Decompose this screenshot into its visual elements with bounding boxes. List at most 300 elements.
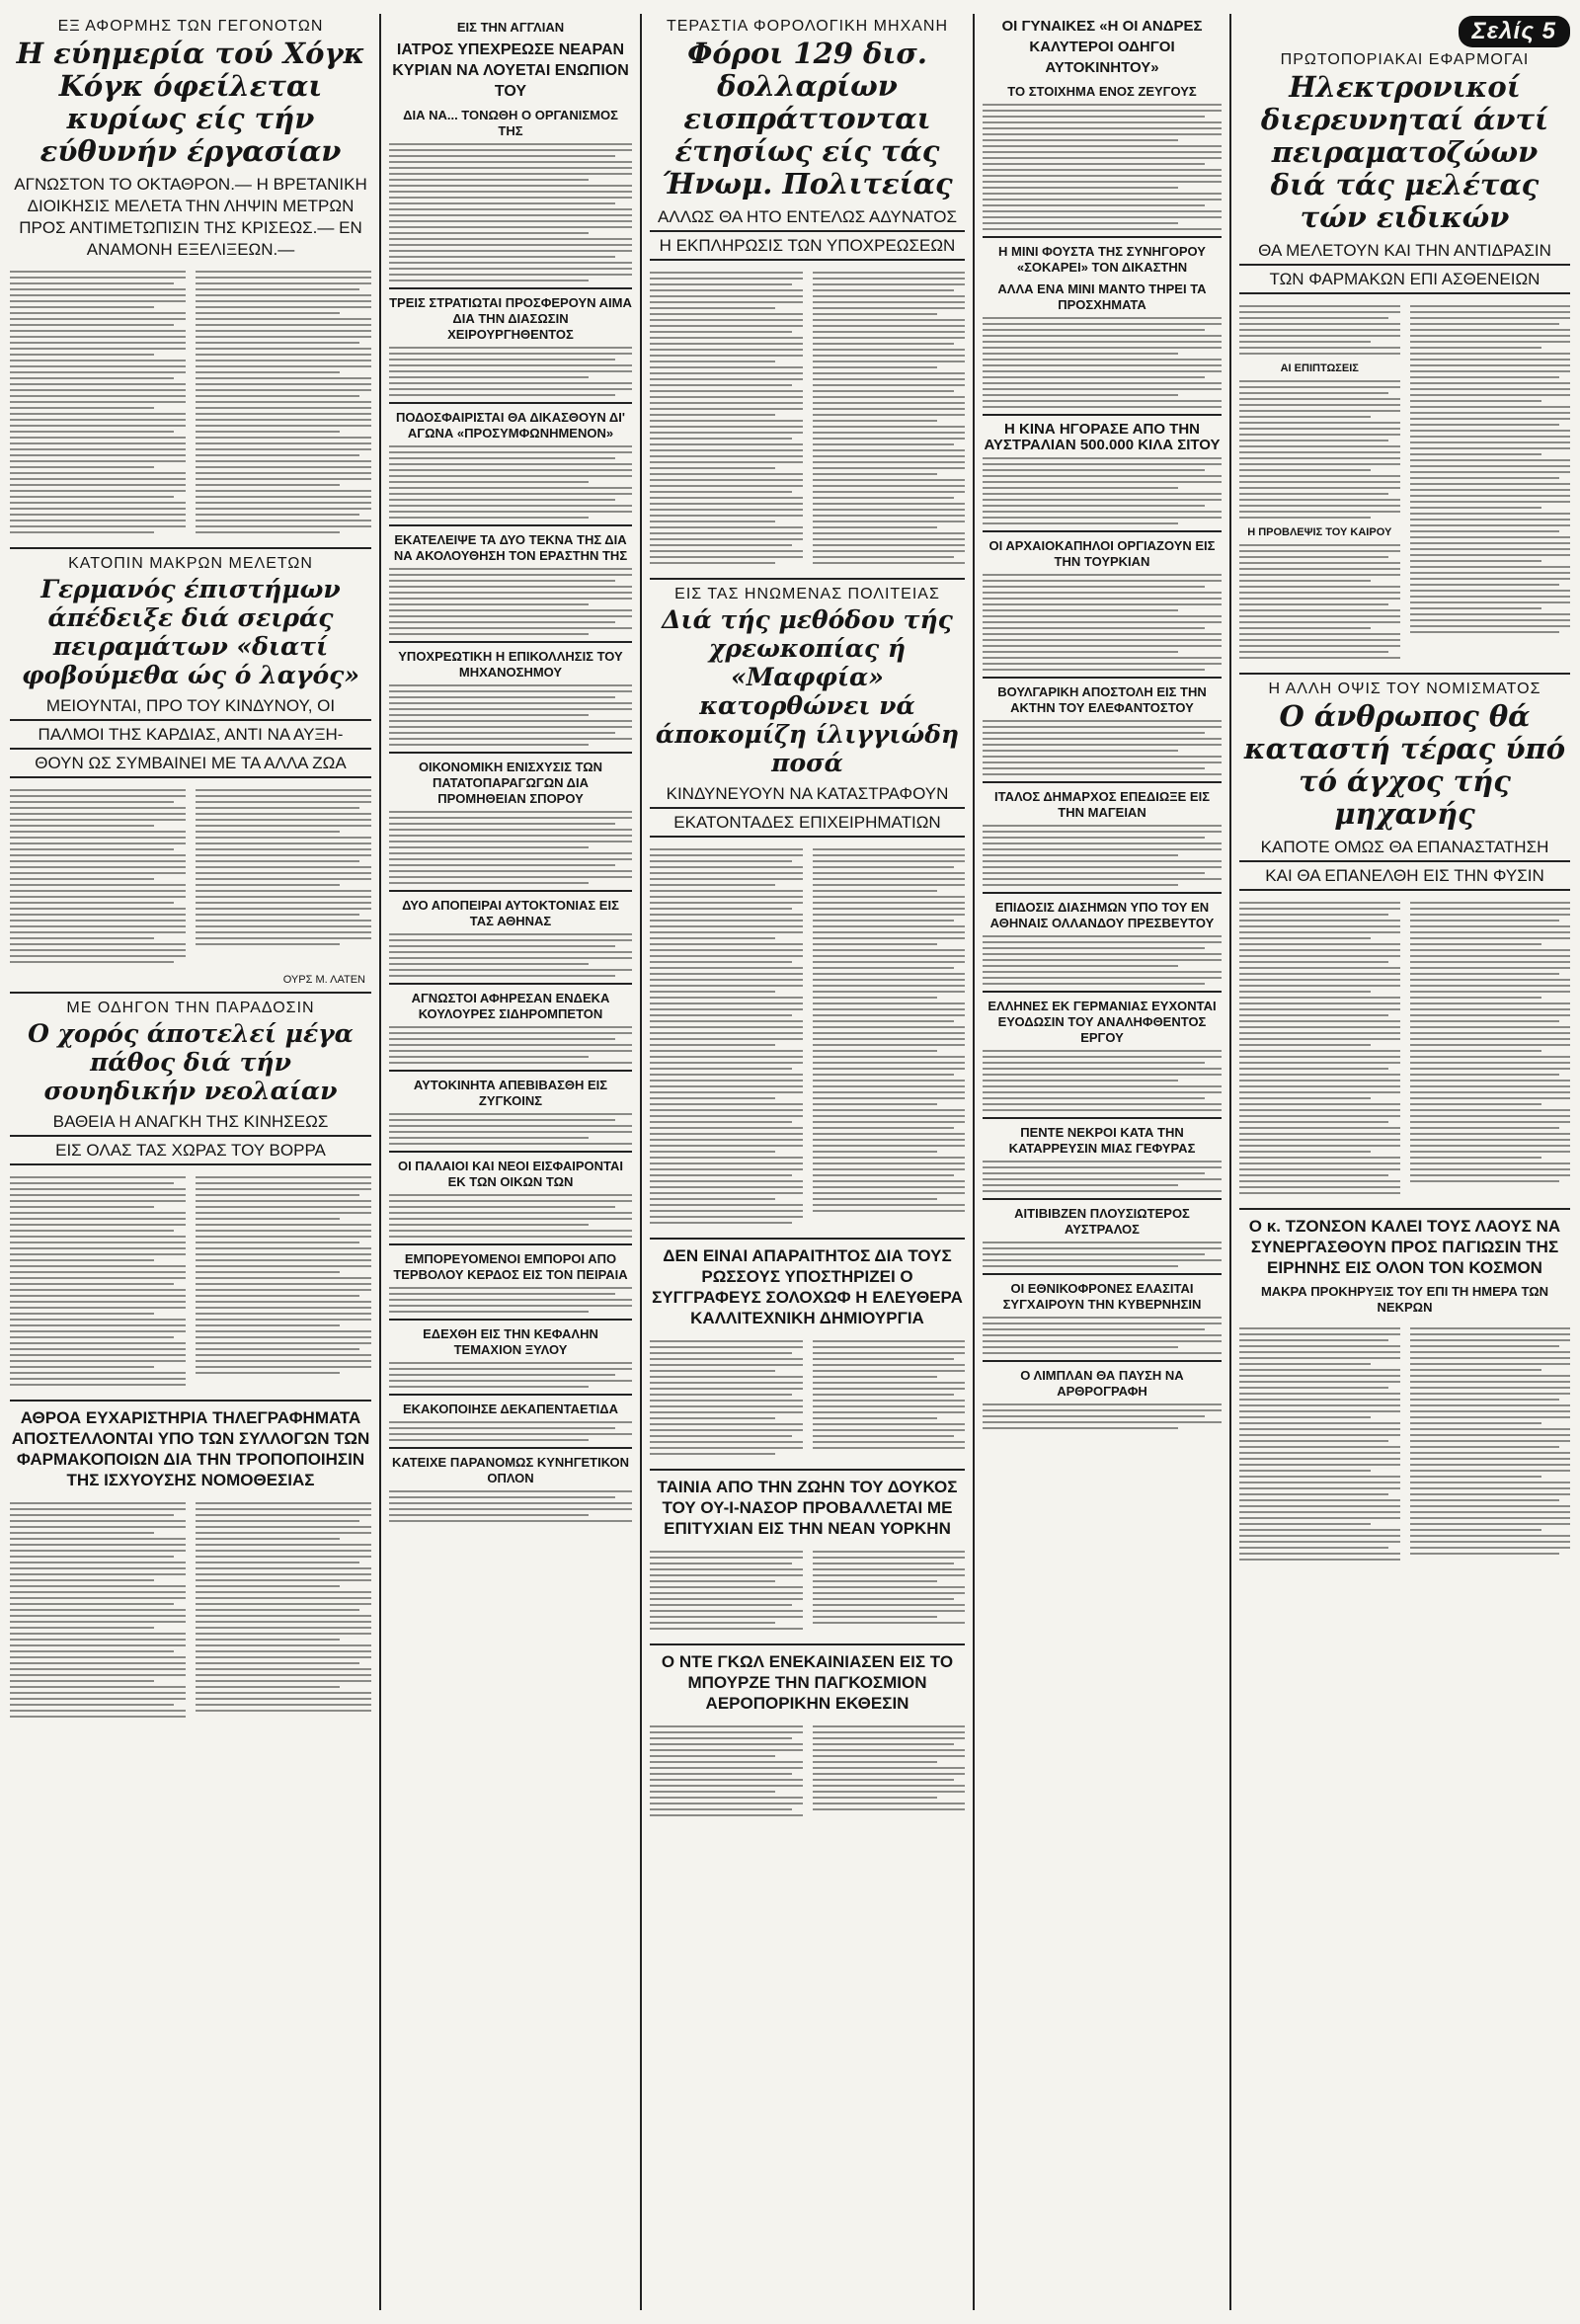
text-line <box>1410 465 1571 467</box>
text-line <box>983 878 1222 880</box>
text-line <box>813 1186 966 1188</box>
text-line <box>1410 1133 1571 1135</box>
text-line <box>196 389 371 391</box>
text-line <box>10 300 186 302</box>
text-line <box>1239 908 1400 910</box>
text-line <box>10 1236 186 1238</box>
text-line <box>1239 1157 1400 1159</box>
divider <box>983 236 1222 238</box>
text-line <box>196 324 371 326</box>
text-line <box>813 521 966 522</box>
text-line <box>1410 1145 1571 1147</box>
divider <box>983 1198 1222 1200</box>
text-line <box>1410 406 1571 408</box>
text-line <box>1410 1482 1571 1483</box>
article-body <box>1239 1320 1570 1568</box>
text-line <box>813 949 966 951</box>
text-line <box>1239 1186 1400 1188</box>
text-block <box>1410 1323 1571 1564</box>
text-line <box>813 509 966 511</box>
text-line <box>1410 1333 1571 1335</box>
text-line <box>10 1372 186 1374</box>
text-line <box>10 324 174 326</box>
text-line <box>1239 386 1400 388</box>
text-line <box>196 1686 340 1688</box>
text-line <box>1239 1044 1371 1046</box>
text-line <box>10 419 186 421</box>
text-line <box>1239 1192 1400 1194</box>
text-line <box>389 1056 589 1058</box>
text-line <box>389 149 632 151</box>
article-headline: ΙΑΤΡΟΣ ΥΠΕΧΡΕΩΣΕ ΝΕΑΡΑΝ ΚΥΡΙΑΝ ΝΑ ΛΟΥΕΤΑΙ ΕΝΩΠΙΟΝ ΤΟΥ <box>392 41 629 100</box>
text-line <box>1239 1062 1400 1064</box>
text-line <box>1239 1056 1400 1058</box>
text-line <box>389 250 632 252</box>
text-line <box>983 866 1222 868</box>
text-line <box>196 902 371 904</box>
text-line <box>1410 1517 1571 1519</box>
text-line <box>10 831 186 833</box>
text-line <box>389 957 632 959</box>
text-line <box>650 920 803 922</box>
text-line <box>196 890 371 892</box>
text-line <box>196 1212 371 1214</box>
text-line <box>983 323 1222 325</box>
text-line <box>1239 1493 1388 1495</box>
text-line <box>1239 505 1400 507</box>
text-line <box>650 319 803 321</box>
text-line <box>1239 1174 1388 1176</box>
text-line <box>1410 1553 1559 1555</box>
text-line <box>196 943 340 945</box>
text-line <box>1239 621 1400 623</box>
text-line <box>1410 311 1571 313</box>
text-line <box>813 526 938 528</box>
text-line <box>813 473 938 475</box>
text-line <box>1410 1127 1559 1129</box>
text-line <box>1410 519 1571 521</box>
text-line <box>983 1403 1222 1405</box>
text-line <box>650 1002 803 1004</box>
text-line <box>10 1579 154 1581</box>
text-line <box>650 1115 803 1117</box>
text-line <box>196 413 371 415</box>
text-line <box>983 475 1222 477</box>
text-block <box>389 568 632 635</box>
text-line <box>389 451 632 453</box>
text-line <box>813 860 966 862</box>
text-block <box>813 1722 966 1820</box>
text-line <box>1239 410 1400 412</box>
text-line <box>10 1242 186 1243</box>
text-line <box>983 133 1222 135</box>
divider <box>389 1151 632 1153</box>
text-line <box>650 896 803 898</box>
text-line <box>1239 434 1400 436</box>
text-line <box>983 317 1222 319</box>
text-line <box>389 1224 589 1226</box>
text-line <box>389 870 632 872</box>
text-line <box>1410 1452 1571 1454</box>
text-line <box>1410 394 1571 396</box>
text-line <box>813 973 966 975</box>
text-line <box>650 884 775 886</box>
text-line <box>1239 598 1400 600</box>
text-line <box>650 1056 803 1058</box>
article-subheadline: ΚΑΙ ΘΑ ΕΠΑΝΕΛΘΗ ΕΙΣ ΤΗΝ ΦΥΣΙΝ <box>1239 865 1570 891</box>
text-line <box>813 961 966 963</box>
text-line <box>650 1192 803 1194</box>
text-line <box>1239 997 1400 999</box>
text-line <box>983 370 1222 372</box>
text-line <box>650 991 775 993</box>
divider <box>10 547 371 549</box>
text-line <box>1410 1056 1571 1058</box>
text-line <box>650 854 803 856</box>
text-line <box>1239 1553 1400 1555</box>
text-line <box>196 1585 340 1587</box>
text-line <box>813 1791 966 1793</box>
text-line <box>1239 991 1371 993</box>
text-line <box>650 372 803 374</box>
text-line <box>1239 451 1400 453</box>
text-line <box>10 925 186 927</box>
article-body <box>650 264 965 572</box>
text-line <box>196 1573 371 1575</box>
text-line <box>983 726 1222 728</box>
text-line <box>389 238 632 240</box>
text-block <box>983 457 1222 524</box>
text-line <box>650 1447 803 1449</box>
text-line <box>196 312 340 314</box>
article-subheadline: ΕΚΑΤΟΝΤΑΔΕΣ ΕΠΙΧΕΙΡΗΜΑΤΙΩΝ <box>650 812 965 838</box>
text-line <box>1410 920 1559 922</box>
text-line <box>10 937 154 939</box>
text-line <box>650 1586 803 1588</box>
text-line <box>1239 544 1400 546</box>
article-headline: ΑΙΤΙΒΙΒΖΕΝ ΠΛΟΥΣΙΩΤΕΡΟΣ ΑΥΣΤΡΑΛΟΣ <box>1014 1206 1190 1237</box>
text-line <box>650 1157 803 1159</box>
text-line <box>813 1103 938 1105</box>
text-line <box>813 890 938 892</box>
text-line <box>389 280 589 281</box>
text-line <box>10 908 186 910</box>
text-line <box>813 854 966 856</box>
text-line <box>813 449 966 451</box>
text-line <box>813 503 966 505</box>
text-line <box>813 1340 966 1342</box>
text-block <box>650 844 803 1228</box>
text-line <box>813 979 966 981</box>
text-line <box>1239 1109 1400 1111</box>
text-line <box>10 1573 186 1575</box>
text-line <box>813 550 966 552</box>
text-line <box>10 813 186 815</box>
text-line <box>196 1508 371 1510</box>
text-line <box>650 860 792 862</box>
text-line <box>10 277 186 279</box>
text-line <box>196 419 371 421</box>
text-line <box>389 1439 589 1441</box>
text-line <box>813 1429 966 1431</box>
text-line <box>196 508 371 510</box>
text-line <box>813 461 966 463</box>
text-line <box>1239 633 1400 635</box>
text-line <box>389 1380 632 1382</box>
text-line <box>10 1212 186 1214</box>
text-line <box>650 355 803 357</box>
text-line <box>389 155 615 157</box>
article-subheadline: ΘΟΥΝ ΩΣ ΣΥΜΒΑΙΝΕΙ ΜΕ ΤΑ ΑΛΛΑ ΖΩΑ <box>10 753 371 778</box>
text-line <box>389 945 615 947</box>
text-line <box>1410 1002 1571 1004</box>
text-block <box>983 104 1222 230</box>
text-line <box>10 1674 186 1676</box>
text-line <box>983 139 1178 141</box>
text-line <box>196 1550 371 1552</box>
text-line <box>389 823 615 825</box>
text-line <box>983 1427 1178 1429</box>
text-line <box>650 1791 775 1793</box>
text-line <box>196 336 371 338</box>
text-line <box>650 1400 803 1402</box>
text-line <box>650 420 803 422</box>
text-line <box>650 1180 803 1182</box>
article-signature: ΟΥΡΣ Μ. ΛΑΤΕΝ <box>282 974 365 986</box>
text-line <box>650 1767 803 1769</box>
text-line <box>1410 1168 1571 1170</box>
article-subheadline: ΘΑ ΜΕΛΕΤΟΥΝ ΚΑΙ ΤΗΝ ΑΝΤΙΔΡΑΣΙΝ <box>1239 240 1570 266</box>
text-line <box>1239 1452 1400 1454</box>
article-headline: ΕΚΑΤΕΛΕΙΨΕ ΤΑ ΔΥΟ ΤΕΚΝΑ ΤΗΣ ΔΙΑ ΝΑ ΑΚΟΛΟΥΘΗΣΗ ΤΟΝ ΕΡΑΣΤΗΝ ΤΗΣ <box>393 532 628 563</box>
text-line <box>983 1097 1205 1099</box>
text-line <box>196 1354 371 1356</box>
text-line <box>650 307 775 309</box>
text-line <box>813 866 955 868</box>
text-line <box>196 1627 371 1629</box>
text-line <box>1410 1020 1559 1022</box>
text-line <box>389 975 615 977</box>
text-line <box>1239 404 1400 406</box>
text-line <box>813 967 955 969</box>
text-line <box>650 532 803 534</box>
text-line <box>650 538 803 540</box>
text-line <box>389 633 589 635</box>
text-line <box>983 1172 1205 1174</box>
text-line <box>196 1277 371 1279</box>
text-line <box>1410 1511 1571 1513</box>
text-line <box>1410 400 1541 402</box>
text-line <box>196 789 371 791</box>
text-block <box>389 811 632 884</box>
text-line <box>813 1749 966 1751</box>
text-line <box>10 496 174 498</box>
text-line <box>10 1615 186 1617</box>
text-line <box>813 1180 966 1182</box>
text-line <box>983 400 1222 402</box>
text-line <box>1410 1487 1571 1489</box>
text-line <box>1239 1351 1400 1353</box>
text-line <box>389 1113 632 1115</box>
text-line <box>389 829 632 831</box>
text-line <box>389 445 632 447</box>
text-line <box>650 1133 803 1135</box>
text-line <box>983 965 1178 967</box>
text-line <box>389 744 589 746</box>
text-line <box>10 282 174 284</box>
text-line <box>10 288 186 290</box>
text-line <box>389 202 615 204</box>
text-line <box>10 878 154 880</box>
text-line <box>196 854 371 856</box>
text-line <box>196 1567 371 1569</box>
text-line <box>389 388 632 390</box>
text-line <box>196 825 371 827</box>
text-line <box>389 1137 589 1139</box>
text-block <box>1410 898 1571 1198</box>
text-line <box>813 1080 966 1082</box>
text-line <box>1239 657 1400 659</box>
text-line <box>1410 943 1541 945</box>
text-line <box>389 969 632 971</box>
text-line <box>389 232 589 234</box>
text-line <box>813 438 966 440</box>
text-line <box>983 151 1222 153</box>
text-line <box>10 413 186 415</box>
text-line <box>10 1544 186 1546</box>
text-line <box>813 1417 938 1419</box>
text-line <box>983 406 1222 408</box>
text-line <box>1239 1505 1400 1507</box>
text-line <box>389 1514 589 1516</box>
text-line <box>389 1032 632 1034</box>
text-line <box>10 395 186 397</box>
text-line <box>813 931 966 933</box>
text-line <box>983 469 1205 471</box>
text-line <box>10 472 186 474</box>
text-line <box>813 544 966 546</box>
text-line <box>983 854 1178 856</box>
article-headline: ΔΕΝ ΕΙΝΑΙ ΑΠΑΡΑΙΤΗΤΟΣ ΔΙΑ ΤΟΥΣ ΡΩΣΣΟΥΣ ΥΠΟΣΤΗΡΙΖΕΙ Ο ΣΥΓΓΡΑΦΕΥΣ ΣΟΛΟΧΩΦ Η ΕΛΕΥΘΕΡΑ ΚΑΛΛΙΤΕΧΝΙΚΗ ΔΗΜΙΟΥΡΓΙΑ <box>652 1246 963 1327</box>
text-line <box>1410 447 1571 449</box>
text-line <box>1410 607 1541 609</box>
text-line <box>389 817 632 819</box>
text-line <box>389 603 589 605</box>
text-line <box>10 1656 186 1658</box>
text-line <box>10 1384 186 1386</box>
text-line <box>650 1563 792 1564</box>
text-line <box>983 193 1222 195</box>
text-line <box>650 902 803 904</box>
text-line <box>196 401 371 403</box>
text-line <box>983 222 1178 224</box>
text-line <box>650 1210 803 1212</box>
text-line <box>1239 979 1400 981</box>
text-line <box>813 319 966 321</box>
text-line <box>813 1725 966 1727</box>
text-line <box>650 497 803 499</box>
text-line <box>813 1346 966 1348</box>
text-line <box>389 811 632 813</box>
text-line <box>813 1198 938 1200</box>
text-line <box>650 1097 775 1099</box>
divider <box>1239 1208 1570 1210</box>
text-line <box>813 1097 966 1099</box>
text-line <box>196 1372 340 1374</box>
text-line <box>10 1283 174 1285</box>
text-line <box>1410 1062 1571 1064</box>
text-line <box>813 1376 938 1378</box>
text-line <box>650 1074 803 1076</box>
text-line <box>1410 1091 1571 1093</box>
text-line <box>813 497 955 499</box>
text-line <box>389 690 632 692</box>
text-line <box>196 282 371 284</box>
article-kicker: ΚΑΤΟΠΙΝ ΜΑΚΡΩΝ ΜΕΛΕΤΩΝ <box>68 555 313 572</box>
text-line <box>196 277 371 279</box>
text-line <box>1239 1476 1400 1478</box>
text-line <box>650 361 775 362</box>
text-line <box>983 1050 1222 1052</box>
text-line <box>389 475 632 477</box>
text-line <box>983 210 1222 212</box>
text-line <box>813 1411 966 1413</box>
text-line <box>196 842 371 844</box>
text-line <box>983 872 1205 874</box>
text-line <box>196 490 371 492</box>
text-line <box>1410 548 1571 550</box>
text-line <box>983 388 1222 390</box>
text-line <box>1410 329 1571 331</box>
text-line <box>1410 590 1571 592</box>
text-line <box>1410 1541 1571 1543</box>
article-headline: ΕΜΠΟΡΕΥΟΜΕΝΟΙ ΕΜΠΟΡΟΙ ΑΠΟ ΤΕΡΒΟΛΟΥ ΚΕΡΔΟΣ ΕΙΣ ΤΟΝ ΠΕΙΡΑΙΑ <box>393 1251 628 1282</box>
text-line <box>650 1103 803 1105</box>
text-line <box>983 1409 1222 1411</box>
text-line <box>813 1133 966 1135</box>
article-headline: ΤΑΙΝΙΑ ΑΠΟ ΤΗΝ ΖΩΗΝ ΤΟΥ ΔΟΥΚΟΣ ΤΟΥ ΟΥ-Ι-ΝΑΣΟΡ ΠΡΟΒΑΛΛΕΤΑΙ ΜΕ ΕΠΙΤΥΧΙΑΝ ΕΙΣ ΤΗΝ ΝΕΑΝ ΥΟΡΚΗΝ <box>657 1478 958 1538</box>
text-line <box>1239 445 1400 447</box>
text-line <box>10 407 154 409</box>
text-line <box>196 1319 371 1321</box>
divider <box>389 752 632 754</box>
article-headline: ΟΙ ΕΘΝΙΚΟΦΡΟΝΕΣ ΕΛΑΣΙΤΑΙ ΣΥΓΧΑΙΡΟΥΝ ΤΗΝ ΚΥΒΕΡΝΗΣΙΝ <box>1002 1281 1202 1312</box>
text-line <box>650 949 803 951</box>
text-line <box>389 511 632 513</box>
text-line <box>10 1265 186 1267</box>
text-line <box>389 714 589 716</box>
text-line <box>813 1563 955 1564</box>
text-line <box>1239 335 1400 337</box>
text-line <box>196 442 371 444</box>
text-line <box>1239 323 1400 325</box>
text-line <box>389 1236 632 1238</box>
text-line <box>650 1198 775 1200</box>
text-line <box>196 1502 371 1504</box>
text-line <box>389 586 632 588</box>
text-line <box>650 1109 803 1111</box>
text-line <box>196 878 371 880</box>
text-line <box>983 657 1222 659</box>
text-line <box>196 1265 371 1267</box>
text-line <box>813 1441 966 1443</box>
text-line <box>813 1157 966 1159</box>
text-line <box>196 1242 359 1243</box>
text-block <box>983 1242 1222 1267</box>
text-line <box>1410 1008 1571 1010</box>
text-line <box>1410 335 1571 337</box>
text-line <box>983 831 1222 833</box>
